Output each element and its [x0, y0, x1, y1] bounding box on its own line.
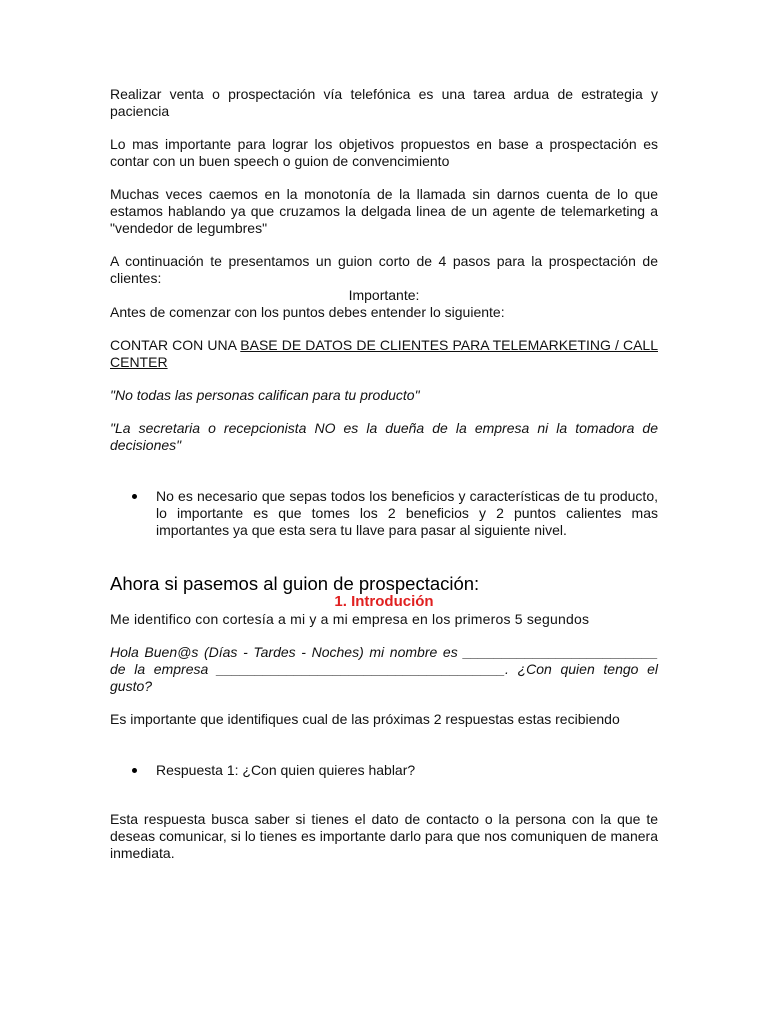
list-item — [110, 488, 658, 539]
paragraph-guion-corto: A continuación te presentamos un guion corto de 4 pasos para la prospectación de clientes: — [110, 253, 658, 286]
document-page — [110, 86, 658, 862]
paragraph-monotonia: Muchas veces caemos en la monotonía de la llamada sin darnos cuenta de lo que estamos hablando ya que cruzamos la delgada linea de un agente de telemarketing a "vendedor de legumbres" — [110, 186, 658, 236]
section-subheading-introduccion: 1. Introdución — [334, 593, 434, 610]
paragraph-contar-con — [110, 337, 658, 371]
paragraph-me-identifico: Me identifico con cortesía a mi y a mi empresa en los primeros 5 segundos — [110, 611, 590, 627]
section-heading: Ahora si pasemos al guion de prospectación: — [110, 573, 480, 594]
paragraph-esta-respuesta: Esta respuesta busca saber si tienes el dato de contacto o la persona con la que te deseas comunicar, si lo tienes es importante darlo para que nos comuniquen de manera inmediata. — [110, 811, 658, 861]
base-de-datos-link[interactable]: BASE DE DATOS DE CLIENTES PARA TELEMARKETING / CALL CENTER — [110, 337, 658, 370]
contar-prefix-text: CONTAR CON UNA — [110, 337, 241, 353]
list-item — [110, 762, 658, 779]
bullet-list-respuestas — [110, 762, 658, 779]
script-hola: Hola Buen@s (Días - Tardes - Noches) mi nombre es _________________________ de la empresa _____________________________________. ¿Con quien tengo el gusto? — [110, 644, 658, 694]
quote-secretaria: "La secretaria o recepcionista NO es la dueña de la empresa ni la tomadora de decisiones" — [110, 420, 658, 453]
bullet-text-beneficios: No es necesario que sepas todos los beneficios y características de tu producto, lo importante es que tomes los 2 beneficios y 2 puntos calientes mas importantes ya que esta sera tu llave para pasar al siguiente nivel. — [156, 488, 658, 538]
bullet-list-beneficios — [110, 488, 658, 539]
paragraph-objetivos: Lo mas importante para lograr los objetivos propuestos en base a prospectación es contar con un buen speech o guion de convencimiento — [110, 136, 658, 169]
bullet-icon — [132, 494, 137, 499]
bullet-text-respuesta-1: Respuesta 1: ¿Con quien quieres hablar? — [156, 762, 416, 778]
paragraph-intro-venta: Realizar venta o prospectación vía telefónica es una tarea ardua de estrategia y paciencia — [110, 86, 658, 119]
paragraph-antes-de-comenzar: Antes de comenzar con los puntos debes entender lo siguiente: — [110, 304, 505, 320]
quote-no-todas: "No todas las personas califican para tu producto" — [110, 387, 420, 403]
bullet-icon — [132, 768, 137, 773]
label-importante: Importante: — [348, 287, 420, 303]
paragraph-respuestas: Es importante que identifiques cual de las próximas 2 respuestas estas recibiendo — [110, 711, 620, 727]
